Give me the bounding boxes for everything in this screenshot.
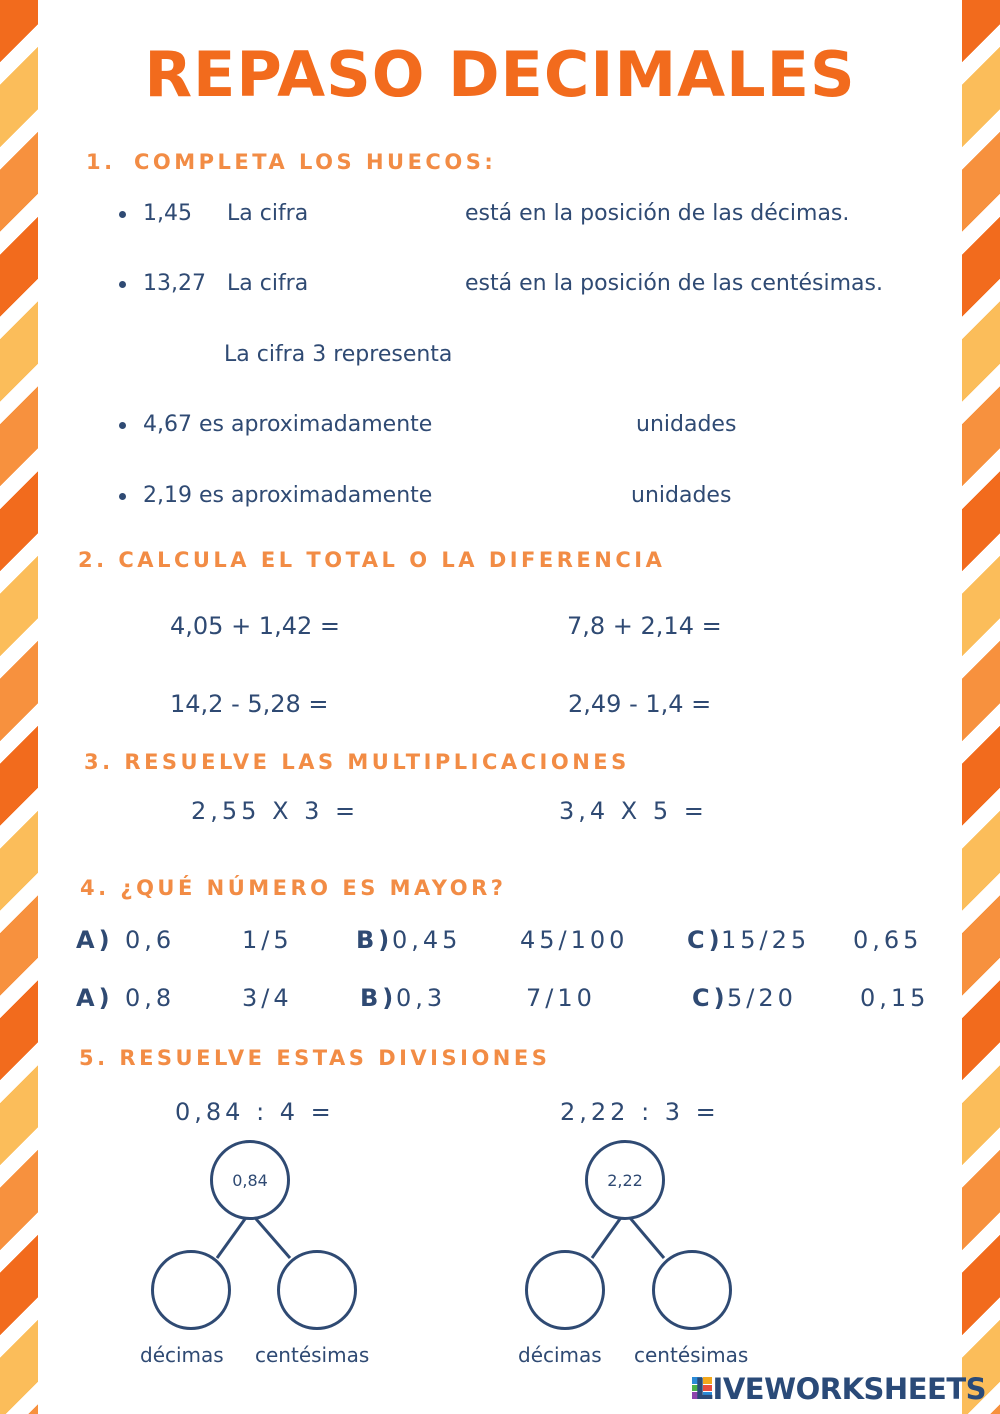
diff1: 14,2 - 5,28 = <box>170 690 329 718</box>
row2-b-second: 7/10 <box>526 984 596 1012</box>
row1-c-second: 0,65 <box>853 926 923 954</box>
division1-top-circle: 0,84 <box>210 1140 290 1220</box>
row1-a-second: 1/5 <box>242 926 293 954</box>
division1-decimas-circle[interactable] <box>151 1250 231 1330</box>
item2-before: La cifra <box>227 271 309 296</box>
row2-c-second: 0,15 <box>860 984 930 1012</box>
item2-number: 13,27 <box>143 271 206 296</box>
row1-b-letter: B) <box>356 926 394 954</box>
division2-centesimas-label: centésimas <box>634 1343 749 1367</box>
approx1-unit: unidades <box>636 412 737 437</box>
section1-number: 1. <box>86 150 116 174</box>
row1-a-first: 0,6 <box>125 926 176 954</box>
worksheet-title: REPASO DECIMALES <box>144 38 856 111</box>
approx2-unit: unidades <box>631 483 732 508</box>
section1-heading: COMPLETA LOS HUECOS: <box>134 150 497 174</box>
diff2: 2,49 - 1,4 = <box>568 690 712 718</box>
item2-after: está en la posición de las centésimas. <box>465 271 883 296</box>
division2-decimas-label: décimas <box>518 1343 602 1367</box>
sum2: 7,8 + 2,14 = <box>567 612 722 640</box>
row2-c-first: 5/20 <box>727 984 797 1012</box>
approx2-text: 2,19 es aproximadamente <box>143 483 433 508</box>
item1-number: 1,45 <box>143 201 192 226</box>
division1-centesimas-label: centésimas <box>255 1343 370 1367</box>
section4-heading: 4. ¿QUÉ NÚMERO ES MAYOR? <box>80 876 507 900</box>
division2-centesimas-circle[interactable] <box>652 1250 732 1330</box>
row1-c-letter: C) <box>687 926 724 954</box>
row2-c-letter: C) <box>692 984 729 1012</box>
sum1: 4,05 + 1,42 = <box>170 612 340 640</box>
division1-centesimas-circle[interactable] <box>277 1250 357 1330</box>
row2-b-first: 0,3 <box>396 984 447 1012</box>
row2-a-letter: A) <box>76 984 114 1012</box>
division1-decimas-label: décimas <box>140 1343 224 1367</box>
mult1: 2,55 X 3 = <box>191 797 360 825</box>
section5-heading: 5. RESUELVE ESTAS DIVISIONES <box>79 1046 551 1070</box>
item2-extra-line: La cifra 3 representa <box>224 342 453 367</box>
item1-before: La cifra <box>227 201 309 226</box>
division2-top-circle: 2,22 <box>585 1140 665 1220</box>
liveworksheets-logo: LIVEWORKSHEETS <box>694 1372 986 1406</box>
row1-a-letter: A) <box>76 926 114 954</box>
row2-a-first: 0,8 <box>125 984 176 1012</box>
division2-decimas-circle[interactable] <box>525 1250 605 1330</box>
row2-b-letter: B) <box>360 984 398 1012</box>
division1-op: 0,84 : 4 = <box>175 1098 335 1126</box>
item1-after: está en la posición de las décimas. <box>465 201 850 226</box>
row1-b-first: 0,45 <box>392 926 462 954</box>
mult2: 3,4 X 5 = <box>559 797 708 825</box>
row1-b-second: 45/100 <box>520 926 629 954</box>
approx1-text: 4,67 es aproximadamente <box>143 412 433 437</box>
division2-op: 2,22 : 3 = <box>560 1098 720 1126</box>
section2-heading: 2. CALCULA EL TOTAL O LA DIFERENCIA <box>78 548 666 572</box>
row2-a-second: 3/4 <box>242 984 293 1012</box>
row1-c-first: 15/25 <box>721 926 811 954</box>
section3-heading: 3. RESUELVE LAS MULTIPLICACIONES <box>84 750 630 774</box>
